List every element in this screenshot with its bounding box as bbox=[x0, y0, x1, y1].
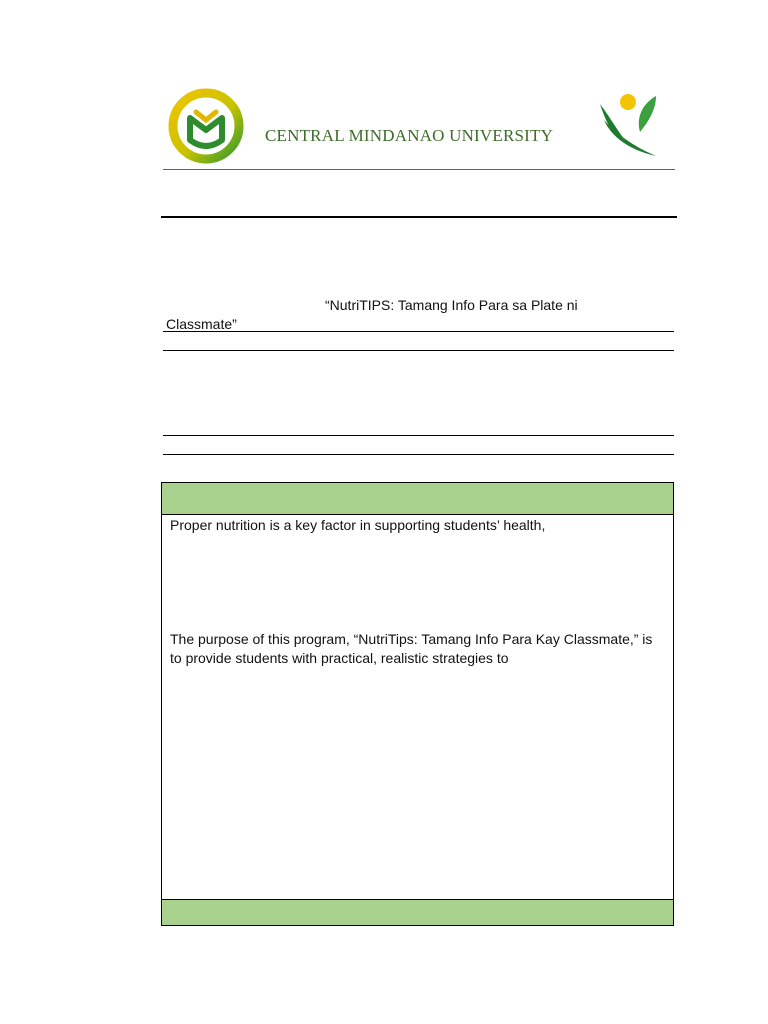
form-line bbox=[163, 435, 674, 436]
table-header-cell bbox=[162, 483, 673, 515]
rationale-paragraph-2: The purpose of this program, “NutriTips: Tamang Info Para Kay Classmate,” is to provide students with practical, realistic strategies to bbox=[170, 631, 653, 666]
section-divider bbox=[161, 216, 677, 218]
program-title-continued: Classmate” bbox=[166, 316, 237, 332]
rationale-table bbox=[161, 482, 674, 926]
university-name: CENTRAL MINDANAO UNIVERSITY bbox=[265, 126, 554, 145]
rationale-paragraph-1: Proper nutrition is a key factor in supporting students’ health, bbox=[170, 517, 546, 533]
sun-leaf-figure-icon bbox=[598, 92, 660, 160]
program-title: “NutriTIPS: Tamang Info Para sa Plate ni bbox=[325, 297, 578, 313]
form-line bbox=[163, 454, 674, 455]
table-footer-cell bbox=[162, 899, 673, 925]
cmu-seal-icon bbox=[166, 88, 246, 164]
form-line bbox=[163, 331, 674, 332]
form-line bbox=[163, 350, 674, 351]
header-divider bbox=[163, 169, 675, 170]
